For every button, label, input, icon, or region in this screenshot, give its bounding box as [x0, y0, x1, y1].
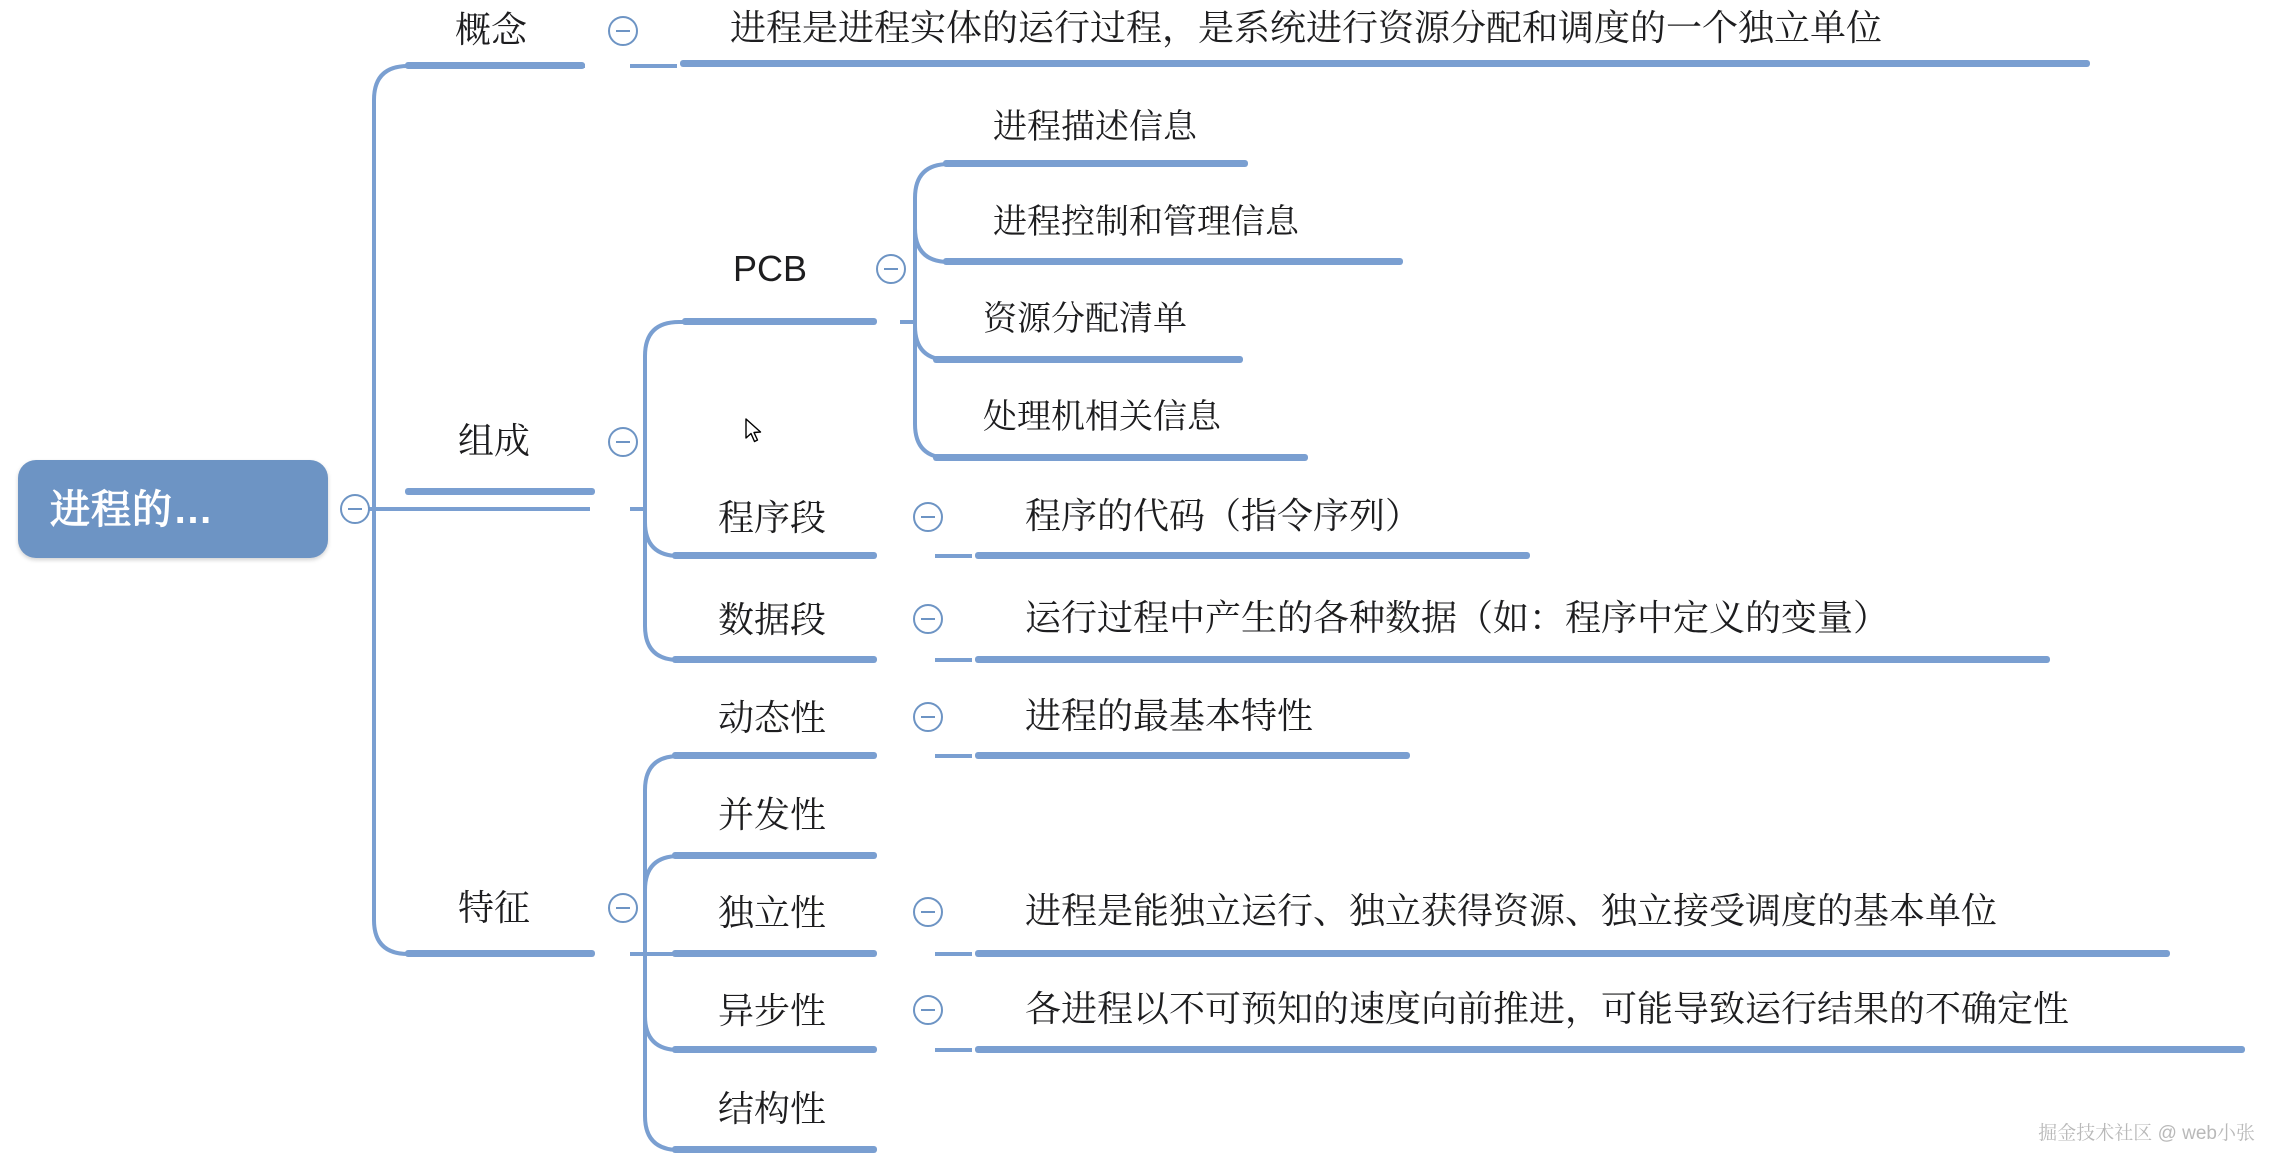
node-label-gainian[interactable]: 概念: [455, 9, 528, 50]
collapse-toggle-dulixing[interactable]: [913, 897, 943, 927]
node-label-dongtaixing[interactable]: 动态性: [718, 697, 827, 738]
collapse-toggle-shujuduan[interactable]: [913, 604, 943, 634]
watermark-text: 掘金技术社区 @ web小张: [2038, 1123, 2255, 1144]
node-underline-gainian-desc: [680, 60, 2090, 67]
node-underline-pcb-1: [943, 160, 1248, 167]
node-label-pcb-3[interactable]: 资源分配清单: [983, 300, 1187, 338]
node-label-shujuduan-desc[interactable]: 运行过程中产生的各种数据（如：程序中定义的变量）: [1025, 597, 1890, 638]
collapse-toggle-chengxuduan[interactable]: [913, 502, 943, 532]
node-underline-jiegouxing: [672, 1146, 877, 1153]
node-label-pcb-4[interactable]: 处理机相关信息: [983, 398, 1221, 436]
node-label-pcb-2[interactable]: 进程控制和管理信息: [993, 203, 1299, 241]
node-label-dulixing[interactable]: 独立性: [718, 892, 827, 933]
edge-zucheng-pcb: [645, 322, 870, 509]
node-underline-shujuduan-desc: [975, 656, 2050, 663]
root-node-label: 进程的…: [50, 488, 214, 532]
node-underline-dulixing-desc: [975, 950, 2170, 957]
node-underline-tezheng: [405, 950, 595, 957]
node-label-chengxuduan[interactable]: 程序段: [718, 497, 827, 538]
node-underline-dongtaixing: [672, 752, 877, 759]
node-label-dongtaixing-desc[interactable]: 进程的最基本特性: [1025, 695, 1314, 736]
edge-pcb-1: [915, 164, 1245, 322]
collapse-toggle-pcb[interactable]: [876, 254, 906, 284]
node-underline-pcb-2: [943, 258, 1403, 265]
node-underline-pcb: [682, 318, 877, 325]
collapse-toggle-gainian[interactable]: [608, 16, 638, 46]
node-underline-chengxuduan-desc: [975, 552, 1530, 559]
node-label-yibuxing-desc[interactable]: 各进程以不可预知的速度向前推进，可能导致运行结果的不确定性: [1025, 988, 2070, 1029]
node-label-tezheng[interactable]: 特征: [458, 887, 531, 928]
node-label-pcb-1[interactable]: 进程描述信息: [993, 108, 1197, 146]
node-label-bingfaxing[interactable]: 并发性: [718, 794, 827, 835]
mouse-cursor-icon: [745, 418, 765, 444]
node-label-zucheng[interactable]: 组成: [458, 420, 531, 461]
node-label-pcb[interactable]: PCB: [733, 248, 808, 289]
collapse-toggle-yibuxing[interactable]: [913, 995, 943, 1025]
collapse-toggle-dongtaixing[interactable]: [913, 702, 943, 732]
node-underline-bingfaxing: [672, 852, 877, 859]
node-underline-dongtaixing-desc: [975, 752, 1410, 759]
node-underline-zucheng: [405, 488, 595, 495]
node-underline-yibuxing: [672, 1046, 877, 1053]
node-label-yibuxing[interactable]: 异步性: [718, 990, 827, 1031]
node-label-chengxuduan-desc[interactable]: 程序的代码（指令序列）: [1025, 495, 1422, 536]
node-underline-pcb-3: [933, 356, 1243, 363]
node-underline-pcb-4: [933, 454, 1308, 461]
collapse-toggle-tezheng[interactable]: [608, 893, 638, 923]
node-underline-yibuxing-desc: [975, 1046, 2245, 1053]
node-underline-chengxuduan: [672, 552, 877, 559]
root-collapse-toggle[interactable]: [340, 494, 370, 524]
edge-pcb-4: [915, 322, 1305, 458]
node-label-gainian-desc[interactable]: 进程是进程实体的运行过程，是系统进行资源分配和调度的一个独立单位: [730, 7, 1883, 48]
node-underline-dulixing: [672, 950, 877, 957]
node-underline-gainian: [405, 62, 585, 69]
collapse-toggle-zucheng[interactable]: [608, 427, 638, 457]
node-label-dulixing-desc[interactable]: 进程是能独立运行、独立获得资源、独立接受调度的基本单位: [1025, 890, 1998, 931]
node-label-shujuduan[interactable]: 数据段: [718, 599, 827, 640]
node-label-jiegouxing[interactable]: 结构性: [718, 1088, 827, 1129]
node-underline-shujuduan: [672, 656, 877, 663]
